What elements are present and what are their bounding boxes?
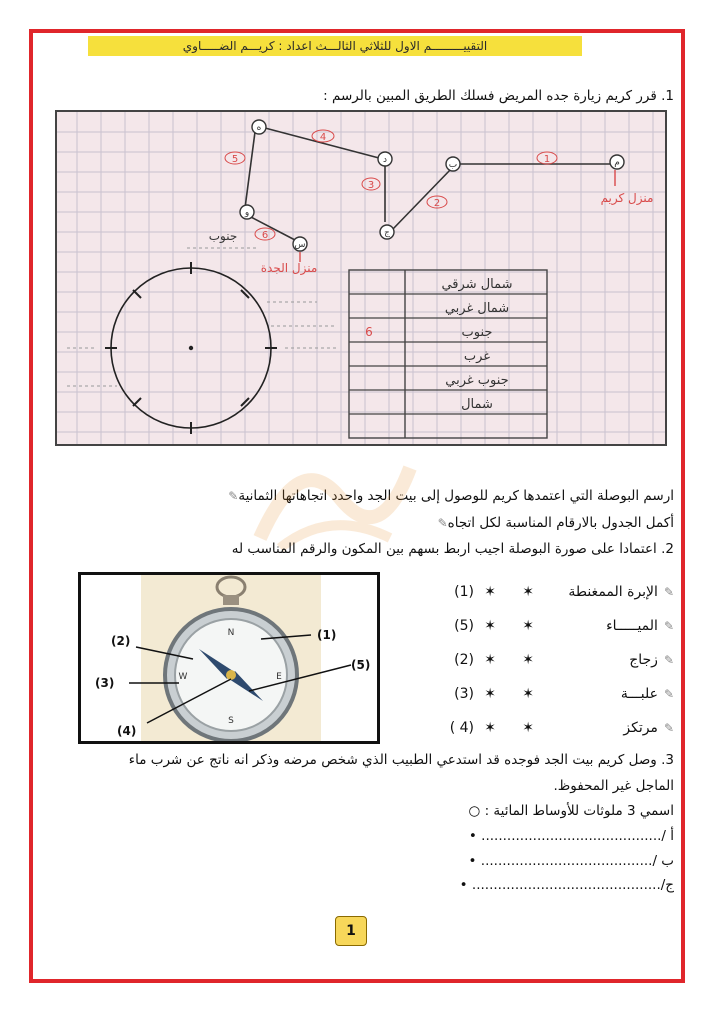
route-map-photo: [55, 110, 667, 446]
route-number-4: 4: [319, 132, 327, 143]
svg-text:W: W: [178, 672, 188, 682]
compass-drawing: [67, 248, 337, 434]
point-h: ه: [256, 123, 262, 133]
match-row-case: ✎علبـــة ✶ ✶ (3): [454, 686, 674, 702]
directions-table: [349, 270, 547, 438]
table-answer: 6: [365, 325, 373, 339]
table-row-2: شمال غربي: [444, 301, 510, 316]
match-row-glass: ✎زجاج ✶ ✶ (2): [454, 652, 674, 668]
label-south: جنوب: [208, 229, 238, 243]
question-3-line-1: 3. وصل كريم بيت الجد فوجده قد استدعي الطبيب الذي شخص مرضه وذكر انه ناتج عن شرب ماء: [128, 752, 674, 768]
table-row-1: شمال شرقي: [441, 277, 513, 292]
question-3-subprompt: اسمي 3 ملوثات للأوساط المائية : ○: [468, 803, 674, 819]
route-number-5: 5: [231, 154, 239, 165]
callout-2: (2): [111, 634, 131, 648]
question-3-line-2: الماجل غير المحفوظ.: [553, 778, 674, 794]
route-number-2: 2: [433, 198, 441, 209]
answer-line-b[interactable]: ب /........................................ •: [468, 853, 674, 869]
table-row-6: شمال: [461, 397, 493, 412]
question-2-prompt: 2. اعتمادا على صورة البوصلة اجيب اربط بسهم بين المكون والرقم المناسب له: [231, 541, 674, 557]
svg-text:E: E: [276, 672, 282, 682]
callout-3: (3): [95, 676, 115, 690]
watermark-logo: [240, 438, 420, 558]
route-points: [240, 120, 624, 251]
route-number-1: 1: [543, 154, 551, 165]
point-w: و: [244, 208, 250, 218]
match-row-dial: ✎الميـــــاء ✶ ✶ (5): [454, 618, 674, 634]
svg-text:N: N: [227, 628, 235, 638]
route-map-drawing: [57, 112, 667, 446]
match-row-needle: ✎الإبرة الممغنطة ✶ ✶ (1): [454, 584, 674, 600]
answer-line-c[interactable]: ج/............................................ •: [459, 877, 674, 893]
label-grandma-house: منزل الجدة: [260, 261, 318, 275]
label-karim-house: منزل كريم: [600, 191, 654, 205]
grid-lines: [57, 112, 667, 446]
match-row-pivot: ✎مرتكز ✶ ✶ ( 4): [449, 720, 674, 736]
task-draw-compass: ارسم البوصلة التي اعتمدها كريم للوصول إلى بيت الجد واحدد اتجاهاتها الثمانية✎: [228, 488, 674, 504]
task-complete-table: أكمل الجدول بالارقام المناسبة لكل اتجاه✎: [437, 515, 674, 531]
table-row-5: جنوب غربي: [445, 373, 509, 388]
question-1-prompt: 1. قرر كريم زيارة جده المريض فسلك الطريق المبين بالرسم :: [323, 88, 674, 104]
answer-line-a[interactable]: أ /.......................................... •: [468, 828, 674, 844]
compass-photo: [78, 572, 380, 744]
callout-4: (4): [117, 724, 137, 738]
page-number: 1: [335, 916, 367, 946]
callout-1: (1): [317, 628, 337, 642]
route-path: [245, 128, 610, 240]
table-row-3: جنوب: [461, 325, 493, 340]
svg-text:S: S: [228, 716, 234, 726]
point-d: د: [382, 155, 388, 165]
route-number-3: 3: [367, 180, 375, 191]
point-b: ب: [448, 160, 458, 170]
point-s: س: [294, 240, 306, 250]
exam-header: التقييـــــــــم الاول للثلاثي الثالـــث اعداد : كريـــم الضـــــاوي: [88, 36, 582, 56]
point-m: م: [614, 158, 620, 168]
point-j: ج: [384, 228, 390, 238]
route-number-6: 6: [261, 230, 269, 241]
callout-5: (5): [351, 658, 371, 672]
table-row-4: غرب: [463, 349, 491, 364]
